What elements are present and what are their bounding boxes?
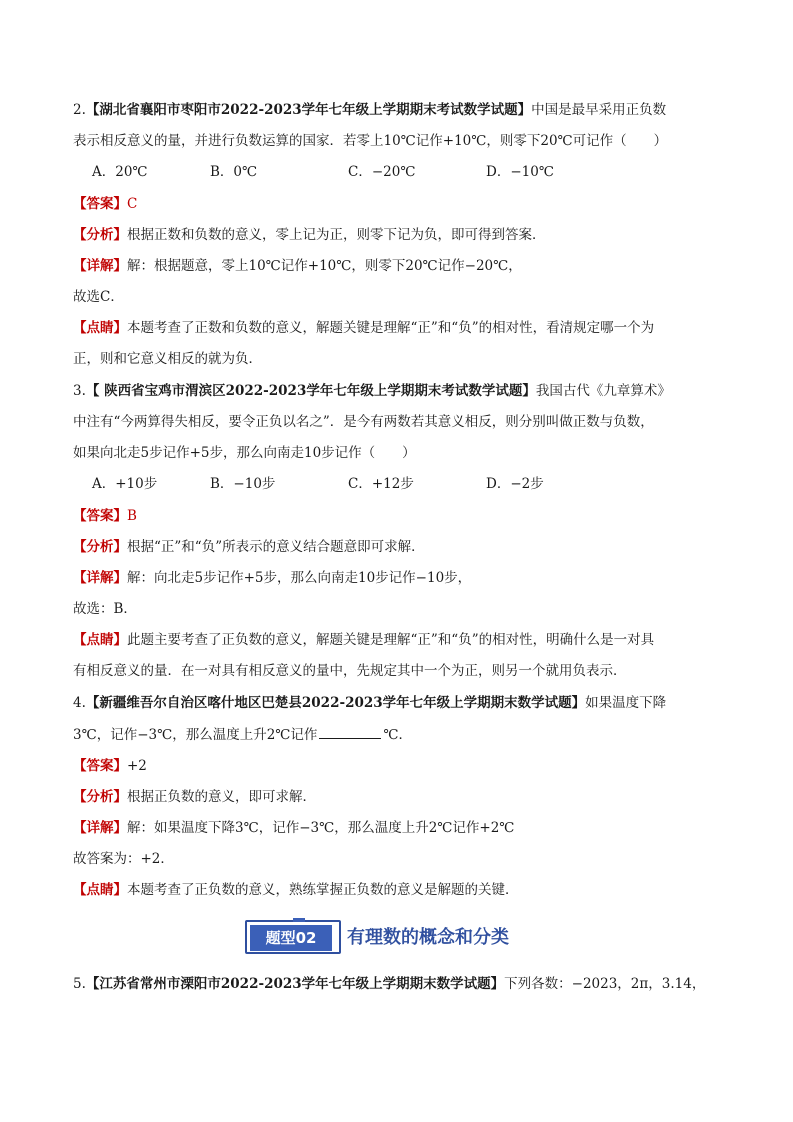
q2-source: 【湖北省襄阳市枣阳市2022-2023学年七年级上学期期末考试数学试题】 (85, 102, 532, 118)
q3-answer (73, 506, 733, 526)
q3-option-a: A．+10步 (92, 476, 158, 492)
q4-comment-text: 本题考查了正负数的意义，熟练掌握正负数的意义是解题的关键． (127, 882, 519, 898)
q4-detail-tag: 【详解】 (73, 820, 127, 836)
q4-analysis-tag: 【分析】 (73, 789, 127, 805)
q3-stem-line-2: 中注有“今两算得失相反，要令正负以名之”．是今有两数若其意义相反，则分别叫做正数与负数， (73, 414, 654, 430)
q2-detail-text: 解：根据题意，零上10℃记作+10℃，则零下20℃记作−20℃， (127, 258, 522, 274)
q4-stem-line-1 (73, 693, 733, 713)
section-badge-accent (293, 918, 305, 922)
q4-number: 4. (73, 695, 86, 711)
q4-analysis-text: 根据正负数的意义，即可求解． (127, 789, 316, 805)
q3-answer-tag: 【答案】 (73, 508, 127, 524)
q4-analysis (73, 787, 733, 807)
q3-answer-value: B (127, 508, 137, 524)
q4-comment (73, 880, 733, 900)
q2-number: 2. (73, 102, 86, 118)
q3-source: 【 陕西省宝鸡市渭滨区2022-2023学年七年级上学期期末考试数学试题】 (85, 383, 536, 399)
q3-option-b: B．−10步 (210, 476, 276, 492)
q2-option-b: B．0℃ (210, 164, 258, 180)
q2-conclusion: 故选C． (73, 289, 124, 305)
q3-comment-tag: 【点睛】 (73, 632, 127, 648)
section-title: 有理数的概念和分类 (347, 927, 509, 948)
q2-option-c: C．−20℃ (348, 164, 416, 180)
q2-stem-line-2: 表示相反意义的量，并进行负数运算的国家．若零上10℃记作+10℃，则零下20℃可记作（ ） (73, 133, 668, 149)
q4-stem-line-2 (73, 724, 733, 745)
q2-comment-line-1 (73, 318, 733, 338)
q2-analysis-tag: 【分析】 (73, 227, 127, 243)
q2-option-a: A．20℃ (92, 164, 148, 180)
q4-source: 【新疆维吾尔自治区喀什地区巴楚县2022-2023学年七年级上学期期末数学试题】 (85, 695, 586, 711)
q4-stem-1: 如果温度下降 (585, 695, 667, 711)
q2-detail (73, 256, 733, 276)
q4-stem-2b: ℃． (383, 727, 412, 743)
q4-answer (73, 756, 733, 776)
q2-option-d: D．−10℃ (486, 164, 554, 180)
q3-stem-line-1 (73, 381, 733, 401)
q3-analysis (73, 537, 733, 557)
q3-comment-line-2: 有相反意义的量．在一对具有相反意义的量中，先规定其中一个为正，则另一个就用负表示． (73, 663, 627, 679)
q4-stem-2a: 3℃，记作−3℃，那么温度上升2℃记作 (73, 727, 318, 743)
q2-stem-line-1 (73, 100, 733, 120)
q4-detail (73, 818, 733, 838)
q5-source: 【江苏省常州市溧阳市2022-2023学年七年级上学期期末数学试题】 (85, 976, 505, 992)
q2-detail-tag: 【详解】 (73, 258, 127, 274)
q3-analysis-text: 根据“正”和“负”所表示的意义结合题意即可求解． (127, 539, 425, 555)
q4-answer-blank (319, 724, 381, 739)
q3-option-c: C．+12步 (348, 476, 414, 492)
q3-conclusion: 故选：B． (73, 601, 137, 617)
q5-number: 5. (73, 976, 86, 992)
q3-stem-1: 我国古代《九章算术》 (535, 383, 671, 399)
section-header (245, 918, 605, 956)
q5-stem: 下列各数：−2023，2π，3.14， (504, 976, 706, 992)
q3-comment-1: 此题主要考查了正负数的意义，解题关键是理解“正”和“负”的相对性，明确什么是一对具 (127, 632, 655, 648)
q3-detail-text: 解：向北走5步记作+5步，那么向南走10步记作−10步， (127, 570, 472, 586)
q2-comment-tag: 【点睛】 (73, 320, 127, 336)
q3-analysis-tag: 【分析】 (73, 539, 127, 555)
q4-conclusion: 故答案为：+2． (73, 851, 174, 867)
q2-analysis-text: 根据正数和负数的意义，零上记为正，则零下记为负，即可得到答案． (127, 227, 546, 243)
q2-stem-1: 中国是最早采用正负数 (531, 102, 667, 118)
section-badge: 题型02 (250, 925, 332, 951)
q2-comment-1: 本题考查了正数和负数的意义，解题关键是理解“正”和“负”的相对性，看清规定哪一个为 (127, 320, 655, 336)
q3-detail-tag: 【详解】 (73, 570, 127, 586)
q3-stem-line-3: 如果向北走5步记作+5步，那么向南走10步记作（ ） (73, 445, 416, 461)
q2-analysis (73, 225, 733, 245)
q3-number: 3. (73, 383, 86, 399)
q4-answer-value: +2 (127, 758, 147, 774)
q3-detail (73, 568, 733, 588)
q2-comment-line-2: 正，则和它意义相反的就为负． (73, 351, 262, 367)
q3-option-d: D．−2步 (486, 476, 544, 492)
q3-comment-line-1 (73, 630, 733, 650)
q2-answer-value: C (127, 196, 138, 212)
q4-comment-tag: 【点睛】 (73, 882, 127, 898)
q2-answer (73, 194, 733, 214)
q5-stem-line-1 (73, 974, 733, 994)
q4-answer-tag: 【答案】 (73, 758, 127, 774)
q4-detail-text: 解：如果温度下降3℃，记作−3℃，那么温度上升2℃记作+2℃ (127, 820, 515, 836)
q2-answer-tag: 【答案】 (73, 196, 127, 212)
